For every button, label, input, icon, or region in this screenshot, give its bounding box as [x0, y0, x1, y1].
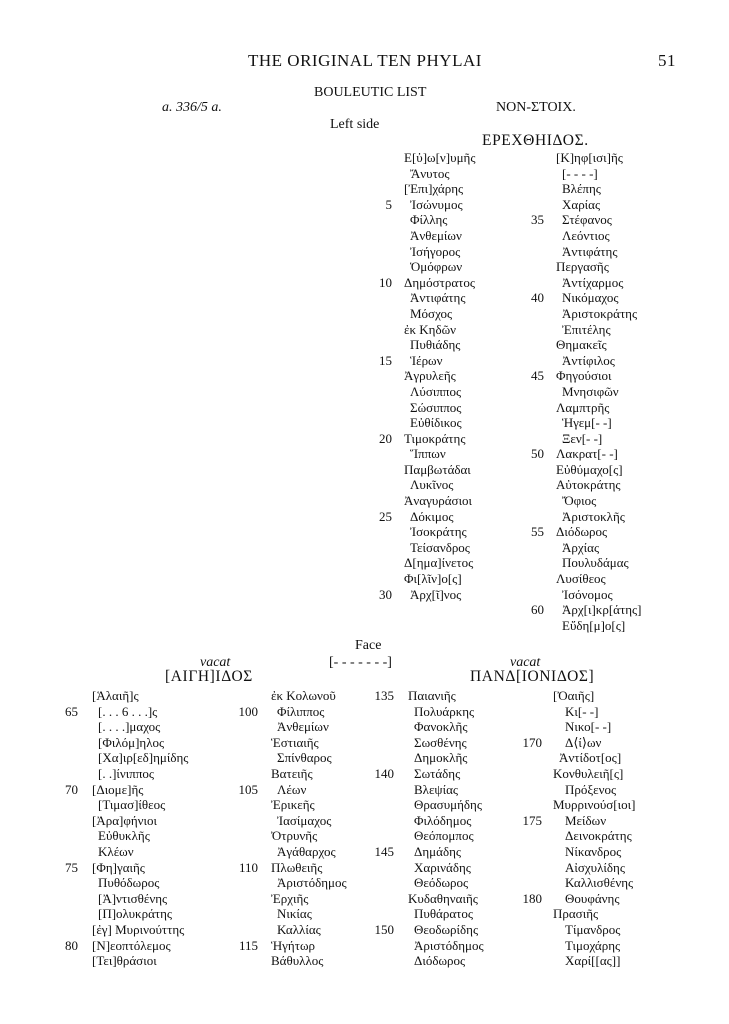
name-line: Ἀντίχαρμος	[562, 274, 624, 290]
name-line: Χαρίας	[562, 196, 601, 212]
name-line: Ἀντιφάτης	[562, 243, 618, 259]
name-line: Ἀντίδοτ[ος]	[559, 750, 622, 766]
name-line: Μυρρινούσ[ιοι]	[553, 797, 636, 813]
line-number: 105	[238, 782, 258, 797]
name-line: Διόδωρος	[414, 953, 466, 969]
name-line: Τείσανδρος	[410, 539, 470, 555]
face-column-1	[92, 688, 188, 969]
line-number: 175	[522, 813, 542, 828]
erechtheidos-column-1	[404, 150, 475, 602]
name-line: [- - - -]	[562, 165, 598, 181]
line-number: 75	[65, 860, 78, 875]
name-line: [Ἀ]ντισθένης	[98, 890, 168, 906]
line-number: 20	[379, 431, 392, 446]
name-line: Δημάδης	[414, 843, 462, 859]
name-line: Εὐθύμαχο[ς]	[556, 461, 623, 477]
name-line: Κλέων	[98, 843, 134, 859]
line-number: 80	[65, 938, 78, 953]
name-line: Φίλλης	[410, 212, 448, 228]
name-line: Θεοδωρίδης	[414, 921, 479, 937]
name-line: Ἀρχ[ῖ]νος	[410, 586, 462, 602]
name-line: Ἡγήτωρ	[271, 937, 315, 953]
name-line: Ε[ὐ]ω[ν]υμῆς	[404, 150, 476, 165]
name-line: [. . . .]μαχος	[98, 719, 161, 735]
name-line: Φιλόδημος	[414, 812, 472, 828]
name-line: Ἀντίφιλος	[562, 352, 615, 368]
name-line: Νικο[- -]	[565, 719, 612, 735]
list-title: BOULEUTIC LIST	[314, 85, 427, 100]
name-line: Στέφανος	[562, 212, 612, 228]
vacat-right: vacat	[510, 655, 541, 670]
name-line: Σπίνθαρος	[277, 750, 332, 766]
name-line: [ἐγ] Μυρινούττης	[92, 921, 185, 937]
name-line: Ἰσώνυμος	[410, 196, 463, 212]
name-line: Διόδωρος	[556, 524, 608, 540]
line-number: 145	[374, 844, 394, 859]
name-line: Καλλίας	[277, 921, 321, 937]
erechtheidos-column-2	[556, 150, 641, 633]
name-line: Δημοκλῆς	[414, 750, 468, 766]
name-line: Ὀτρυνῆς	[271, 828, 318, 844]
name-line: Νικίας	[277, 906, 312, 922]
name-line: [Ἁλαιῆ]ς	[92, 688, 139, 703]
name-line: Ἀναγυράσιοι	[404, 493, 473, 509]
name-line: Ἰασίμαχος	[277, 812, 332, 828]
name-line: Ἀριστοκράτης	[562, 305, 638, 321]
name-line: Πολυάρκης	[414, 703, 475, 719]
name-line: Ἄνυτος	[410, 165, 450, 181]
vacat-left: vacat	[200, 655, 231, 670]
name-line: Ἀνθεμίων	[277, 719, 329, 735]
name-line: [Κ]ηφ[ισι]ῆς	[556, 150, 623, 165]
name-line: Φανοκλῆς	[414, 719, 468, 735]
name-line: Δ[ημα]ίνετος	[404, 555, 474, 571]
line-number: 65	[65, 704, 78, 719]
name-line: [Φη]γαιῆς	[92, 859, 145, 875]
name-line: Βλεψίας	[414, 781, 459, 797]
pandionidos-title: ΠΑΝΔ[ΙΟΝΙΔΟΣ]	[470, 668, 595, 685]
name-line: [Ἀρα]φήνιοι	[92, 812, 158, 828]
name-line: Ἐρχιῆς	[271, 890, 309, 906]
name-line: [Διομε]ῆς	[92, 781, 144, 797]
name-line: Θεόδωρος	[414, 875, 469, 891]
name-line: Τίμανδρος	[565, 921, 621, 937]
left-side-label: Left side	[330, 117, 380, 132]
name-line: Θρασυμήδης	[414, 797, 482, 813]
name-line: Δημόστρατος	[404, 274, 476, 290]
name-line: Ἡγεμ[- -]	[562, 415, 612, 431]
line-number: 150	[374, 922, 394, 937]
name-line: [. . . 6 . . .]ς	[98, 703, 158, 719]
name-line: Ἀριστοκλῆς	[562, 508, 625, 524]
name-line: Ἰσοκράτης	[410, 524, 467, 540]
name-line: Ξεν[- -]	[562, 430, 603, 446]
name-line: Μόσχος	[410, 305, 453, 321]
face-column-3	[408, 688, 484, 969]
line-number: 10	[379, 275, 392, 290]
name-line: Θημακεῖς	[556, 337, 607, 353]
line-number: 170	[522, 735, 542, 750]
name-line: Δόκιμος	[410, 508, 454, 524]
name-line: Ἀριστόδημος	[414, 937, 484, 953]
name-line: Ἀγρυλεῆς	[404, 368, 456, 384]
name-line: ἐκ Κολωνοῦ	[271, 688, 336, 703]
name-line: Κυδαθηναιῆς	[408, 890, 478, 906]
name-line: Φίλιππος	[277, 703, 325, 719]
name-line: Παιανιῆς	[408, 688, 456, 703]
name-line: [Π]ολυκράτης	[98, 906, 173, 922]
lacuna-dashes: [- - - - - - -]	[329, 655, 392, 670]
name-line: Βλέπης	[562, 181, 601, 197]
name-line: Πυθιάδης	[410, 337, 461, 353]
line-number: 5	[385, 197, 392, 212]
name-line: Ἰσήγορος	[410, 243, 461, 259]
name-line: Ἀρχίας	[562, 539, 600, 555]
name-line: [Ἐπι]χάρης	[404, 181, 464, 197]
running-title: THE ORIGINAL TEN PHYLAI	[248, 51, 482, 70]
line-number: 135	[374, 688, 394, 703]
line-number: 25	[379, 509, 392, 524]
name-line: Ἵππων	[410, 446, 446, 462]
name-line: Πρόξενος	[565, 781, 617, 797]
name-line: Ἀντιφάτης	[410, 290, 466, 306]
name-line: Λεόντιος	[562, 227, 610, 243]
date: a. 336/5 a.	[162, 100, 222, 115]
name-line: Νικόμαχος	[562, 290, 619, 306]
name-line: Σωτάδης	[414, 765, 461, 781]
name-line: Ἐρικεῆς	[271, 797, 315, 813]
name-line: [Ὀαιῆς]	[553, 688, 595, 703]
name-line: Ἀριστόδημος	[277, 875, 347, 891]
name-line: Εὔδη[μ]ο[ς]	[562, 617, 626, 633]
name-line: Κονθυλειῆ[ς]	[553, 765, 624, 781]
name-line: Τιμοκράτης	[404, 430, 466, 446]
name-line: Ὁμόφρων	[410, 259, 463, 275]
name-line: Θουφάνης	[565, 890, 620, 906]
name-line: Δ⟨ί⟩ων	[565, 734, 602, 750]
name-line: Λυκῖνος	[410, 477, 454, 493]
name-line: Χαρί[[ας]]	[565, 953, 621, 969]
name-line: Μνησιφῶν	[562, 383, 619, 399]
aigeidos-title: [ΑΙΓΗ]ΙΔΟΣ	[165, 668, 253, 685]
name-line: Δεινοκράτης	[565, 828, 632, 844]
name-line: Περγασῆς	[556, 259, 609, 275]
face-column-4	[553, 688, 635, 969]
face-label: Face	[355, 638, 382, 653]
inscription-style: NON-ΣΤΟΙΧ.	[496, 100, 576, 115]
line-number: 70	[65, 782, 78, 797]
name-line: Πρασιῆς	[553, 906, 599, 922]
name-line: Ἱέρων	[410, 352, 443, 368]
name-line: Αὐτοκράτης	[556, 477, 621, 493]
line-number: 50	[531, 446, 544, 461]
name-line: Λυσίθεος	[556, 571, 606, 587]
line-number: 40	[531, 290, 544, 305]
name-line: Λύσιππος	[410, 383, 462, 399]
line-number: 55	[531, 524, 544, 539]
name-line: ἐκ Κηδῶν	[404, 321, 457, 337]
name-line: [Ν]εοπτόλεμος	[92, 937, 171, 953]
line-number: 100	[238, 704, 258, 719]
name-line: Ὄφιος	[562, 493, 597, 509]
name-line: Λακρατ[- -]	[556, 446, 618, 462]
name-line: Πλωθειῆς	[271, 859, 323, 875]
name-line: [Τιμασ]ίθεος	[98, 797, 166, 813]
name-line: Φι[λῖν]ο[ς]	[404, 571, 462, 587]
name-line: Αἰσχυλίδης	[565, 859, 625, 875]
line-number: 110	[238, 860, 258, 875]
name-line: Εὐθίδικος	[410, 415, 462, 431]
name-line: Παμβωτάδαι	[404, 461, 471, 477]
name-line: Λαμπτρῆς	[556, 399, 610, 415]
erechtheidos-title: ΕΡΕΧΘΗΙΔΟΣ.	[482, 132, 589, 149]
line-number: 30	[379, 587, 392, 602]
line-number: 60	[531, 602, 544, 617]
name-line: Μείδων	[565, 812, 607, 828]
line-number: 45	[531, 368, 544, 383]
page-number: 51	[658, 51, 676, 70]
name-line: [Φιλόμ]ηλος	[98, 734, 165, 750]
name-line: Θεόπομπος	[414, 828, 474, 844]
line-number: 115	[238, 938, 258, 953]
name-line: Λέων	[277, 781, 307, 797]
name-line: Ἰσόνομος	[562, 586, 613, 602]
name-line: Τιμοχάρης	[565, 937, 621, 953]
name-line: Πυθόδωρος	[98, 875, 160, 891]
name-line: Κι[- -]	[565, 703, 599, 719]
name-line: Ἀρχ[ι]κρ[άτης]	[562, 602, 642, 618]
name-line: [Τει]θράσιοι	[92, 953, 157, 969]
name-line: Σωσθένης	[414, 734, 467, 750]
line-number: 35	[531, 212, 544, 227]
name-line: [. .]ίνιππος	[98, 765, 155, 781]
name-line: Πουλυδάμας	[562, 555, 629, 571]
name-line: Χαρινάδης	[414, 859, 471, 875]
name-line: Καλλισθένης	[565, 875, 634, 891]
name-line: [Χα]ιρ[εδ]ημίδης	[98, 750, 189, 766]
name-line: Φηγούσιοι	[556, 368, 612, 384]
name-line: Σώσιππος	[410, 399, 462, 415]
name-line: Νίκανδρος	[565, 843, 622, 859]
line-number: 180	[522, 891, 542, 906]
face-column-2	[271, 688, 347, 969]
name-line: Βατειῆς	[271, 765, 313, 781]
name-line: Βάθυλλος	[271, 953, 324, 969]
name-line: Ἐπιτέλης	[562, 321, 611, 337]
line-number: 140	[374, 766, 394, 781]
name-line: Ἀνθεμίων	[410, 227, 462, 243]
name-line: Ἀγάθαρχος	[277, 843, 336, 859]
name-line: Εὐθυκλῆς	[98, 828, 150, 844]
line-number: 15	[379, 353, 392, 368]
name-line: Ἑστιαιῆς	[271, 734, 319, 750]
name-line: Πυθάρατος	[414, 906, 474, 922]
